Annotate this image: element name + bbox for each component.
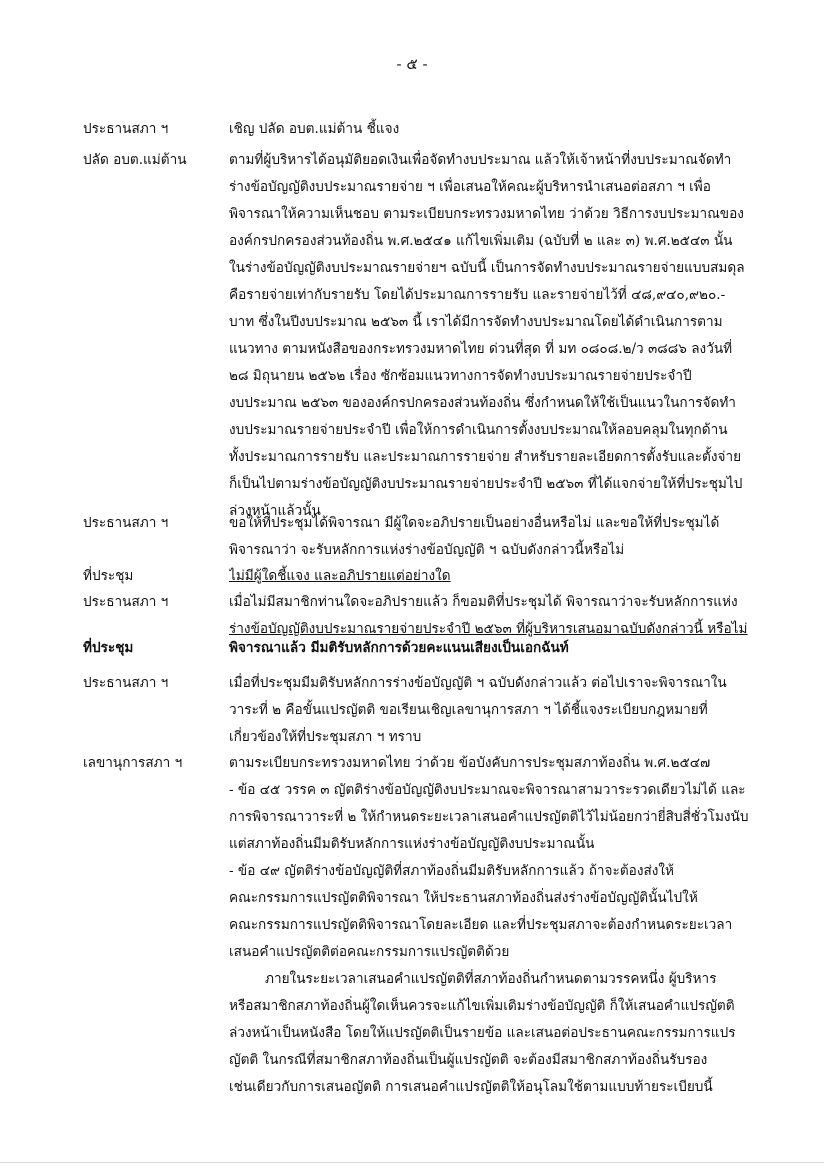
text-line: ๒๘ มิถุนายน ๒๕๖๒ เรื่อง ซักซ้อมแนวทางการจัดทำงบประมาณรายจ่ายประจำปี bbox=[229, 368, 692, 384]
text-line: ร่างข้อบัญญัติงบประมาณรายจ่าย ฯ เพื่อเสนอให้คณะผู้บริหารนำเสนอต่อสภา ฯ เพื่อ bbox=[229, 179, 711, 195]
text-line: แต่สภาท้องถิ่นมีมติรับหลักการแห่งร่างข้อบัญญัติงบประมาณนั้น bbox=[229, 836, 595, 852]
text-line: พิจารณาว่า จะรับหลักการแห่งร่างข้อบัญญัติ ฯ ฉบับดังกล่าวนี้หรือไม่ bbox=[229, 542, 625, 558]
text-line: งบประมาณ ๒๕๖๓ ขององค์กรปกครองส่วนท้องถิ่น ซึ่งกำหนดให้ใช้เป็นแนวในการจัดทำ bbox=[229, 395, 736, 411]
page-number: - ๕ - bbox=[396, 55, 428, 73]
text-line: พิจารณาแล้ว มีมติรับหลักการด้วยคะแนนเสียงเป็นเอกฉันท์ bbox=[229, 640, 569, 656]
text-line: หรือสมาชิกสภาท้องถิ่นผู้ใดเห็นควรจะแก้ไขเพิ่มเติมร่างข้อบัญญัติ ก็ให้เสนอคำแปรญัตติ bbox=[229, 998, 735, 1014]
minutes-entry bbox=[83, 510, 763, 564]
entry-text bbox=[229, 147, 763, 525]
text-line: ทั้งประมาณการรายรับ และประมาณการรายจ่าย สำหรับรายละเอียดการตั้งรับและตั้งจ่าย bbox=[229, 449, 742, 465]
entry-text bbox=[229, 635, 763, 662]
speaker-label: เลขานุการสภา ฯ bbox=[83, 755, 183, 771]
minutes-entry bbox=[83, 147, 763, 525]
entry-text bbox=[229, 510, 763, 564]
text-line: เชิญ ปลัด อบต.แม่ต้าน ชี้แจง bbox=[229, 121, 400, 137]
text-line: ล่วงหน้าแล้วนั้น bbox=[229, 503, 321, 519]
speaker-label: ประธานสภา ฯ bbox=[83, 594, 169, 610]
text-line: เมื่อที่ประชุมมีมติรับหลักการร่างข้อบัญญัติ ฯ ฉบับดังกล่าวแล้ว ต่อไปเราจะพิจารณาใน bbox=[229, 675, 727, 691]
text-line: คณะกรรมการแปรญัตติพิจารณาโดยละเอียด และที่ประชุมสภาจะต้องกำหนดระยะเวลา bbox=[229, 917, 733, 933]
text-line: การพิจารณาวาระที่ ๒ ให้กำหนดระยะเวลาเสนอคำแปรญัตติไว้ไม่น้อยกว่ายี่สิบสี่ชั่วโมงนับ bbox=[229, 809, 749, 825]
text-line: - ข้อ ๔๕ วรรค ๓ ญัตติร่างข้อบัญญัติงบประมาณจะพิจารณาสามวาระรวดเดียวไม่ได้ และ bbox=[229, 782, 746, 798]
text-line: งบประมาณรายจ่ายประจำปี เพื่อให้การดำเนินการตั้งงบประมาณให้ลอบคลุมในทุกด้าน bbox=[229, 422, 728, 438]
speaker-label: ที่ประชุม bbox=[83, 640, 134, 656]
text-line: ภายในระยะเวลาเสนอคำแปรญัตติที่สภาท้องถิ่นกำหนดตามวรรคหนึ่ง ผู้บริหาร bbox=[265, 971, 717, 987]
text-line: เมื่อไม่มีสมาชิกท่านใดจะอภิปรายแล้ว ก็ขอมติที่ประชุมได้ พิจารณาว่าจะรับหลักการแห่ง bbox=[229, 594, 738, 610]
text-line: ตามระเบียบกระทรวงมหาดไทย ว่าด้วย ข้อบังคับการประชุมสภาท้องถิ่น พ.ศ.๒๕๔๗ bbox=[229, 755, 711, 771]
text-line: ก็เป็นไปตามร่างข้อบัญญัติงบประมาณรายจ่ายประจำปี ๒๕๖๓ ที่ได้แจกจ่ายให้ที่ประชุมไป bbox=[229, 476, 743, 492]
text-line: ญัตติ ในกรณีที่สมาชิกสภาท้องถิ่นเป็นผู้แปรญัตติ จะต้องมีสมาชิกสภาท้องถิ่นรับรอง bbox=[229, 1052, 708, 1068]
text-line: ตามที่ผู้บริหารได้อนุมัติยอดเงินเพื่อจัดทำงบประมาณ แล้วให้เจ้าหน้าที่งบประมาณจัดทำ bbox=[229, 152, 732, 168]
text-line: องค์กรปกครองส่วนท้องถิ่น พ.ศ.๒๕๔๑ แก้ไขเพิ่มเติม (ฉบับที่ ๒ และ ๓) พ.ศ.๒๕๔๓ นั้น bbox=[229, 233, 733, 249]
text-line: คณะกรรมการแปรญัตติพิจารณา ให้ประธานสภาท้องถิ่นส่งร่างข้อบัญญัตินั้นไปให้ bbox=[229, 890, 698, 906]
page-edge-line bbox=[0, 1162, 824, 1163]
text-line: คือรายจ่ายเท่ากับรายรับ โดยได้ประมาณการรายรับ และรายจ่ายไว้ที่ ๔๘,๙๔๐,๙๒๐.- bbox=[229, 287, 726, 303]
entry-text bbox=[229, 750, 763, 1101]
entry-text bbox=[229, 563, 763, 590]
minutes-entry bbox=[83, 670, 763, 751]
minutes-entry bbox=[83, 635, 763, 662]
text-line: ในร่างข้อบัญญัติงบประมาณรายจ่ายฯ ฉบับนี้ เป็นการจัดทำงบประมาณรายจ่ายแบบสมดุล bbox=[229, 260, 745, 276]
speaker-label: ประธานสภา ฯ bbox=[83, 515, 169, 531]
speaker-label: ประธานสภา ฯ bbox=[83, 675, 169, 691]
minutes-entry bbox=[83, 116, 763, 143]
entry-text bbox=[229, 670, 763, 751]
text-line: บาท ซึ่งในปีงบประมาณ ๒๕๖๓ นี้ เราได้มีการจัดทำงบประมาณโดยได้ดำเนินการตาม bbox=[229, 314, 723, 330]
text-line: ล่วงหน้าเป็นหนังสือ โดยให้แปรญัตติเป็นรายข้อ และเสนอต่อประธานคณะกรรมการแปร bbox=[229, 1025, 736, 1041]
speaker-label: ประธานสภา ฯ bbox=[83, 121, 169, 137]
text-line: แนวทาง ตามหนังสือของกระทรวงมหาดไทย ด่วนที่สุด ที่ มท ๐๘๐๘.๒/ว ๓๘๘๖ ลงวันที่ bbox=[229, 341, 733, 357]
minutes-entry bbox=[83, 750, 763, 1101]
text-line: เกี่ยวข้องให้ที่ประชุมสภา ฯ ทราบ bbox=[229, 729, 422, 745]
speaker-label: ที่ประชุม bbox=[83, 568, 134, 584]
entry-text bbox=[229, 116, 763, 143]
text-line: เสนอคำแปรญัตติต่อคณะกรรมการแปรญัตติด้วย bbox=[229, 944, 510, 960]
text-line: วาระที่ ๒ คือขั้นแปรญัตติ ขอเรียนเชิญเลขานุการสภา ฯ ได้ชี้แจงระเบียบกฎหมายที่ bbox=[229, 702, 708, 718]
text-line: ไม่มีผู้ใดชี้แจง และอภิปรายแต่อย่างใด bbox=[229, 568, 451, 584]
minutes-entry bbox=[83, 563, 763, 590]
text-line: - ข้อ ๔๙ ญัตติร่างข้อบัญญัติที่สภาท้องถิ่นมีมติรับหลักการแล้ว ถ้าจะต้องส่งให้ bbox=[229, 863, 674, 879]
text-line: พิจารณาให้ความเห็นชอบ ตามระเบียบกระทรวงมหาดไทย ว่าด้วย วิธีการงบประมาณของ bbox=[229, 206, 744, 222]
speaker-label: ปลัด อบต.แม่ต้าน bbox=[83, 152, 187, 168]
text-line: เช่นเดียวกับการเสนอญัตติ การเสนอคำแปรญัตติให้อนุโลมใช้ตามแบบท้ายระเบียบนี้ bbox=[229, 1079, 713, 1095]
text-line: ร่างข้อบัญญัติงบประมาณรายจ่ายประจำปี ๒๕๖๓ ที่ผู้บริหารเสนอมาฉบับดังกล่าวนี้ หรือไม่ bbox=[229, 621, 748, 637]
text-line: ขอให้ที่ประชุมได้พิจารณา มีผู้ใดจะอภิปรายเป็นอย่างอื่นหรือไม่ และขอให้ที่ประชุมได้ bbox=[229, 515, 720, 531]
